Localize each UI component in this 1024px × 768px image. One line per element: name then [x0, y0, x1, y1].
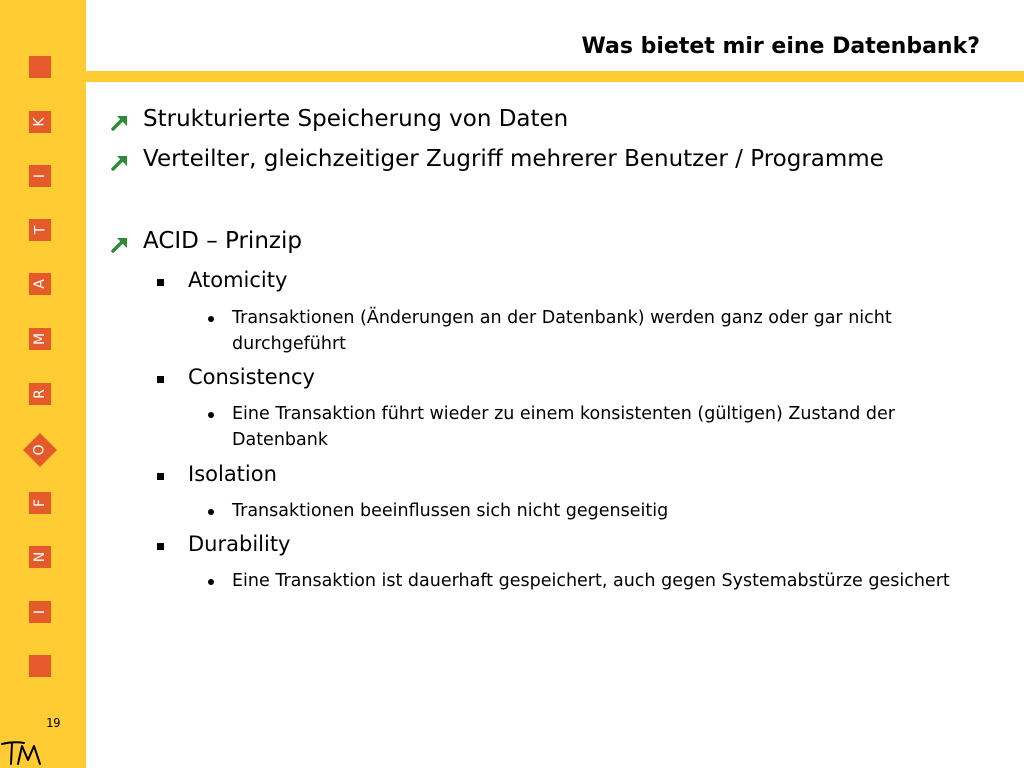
acid-detail-isolation: Transaktionen beeinflussen sich nicht gegenseitig: [232, 501, 669, 521]
sidebar-letter-k: K: [29, 111, 51, 133]
sidebar-letter-i: I: [29, 165, 51, 187]
square-bullet-icon: [157, 543, 164, 550]
dot-bullet-icon: [208, 316, 214, 322]
sidebar-letter-t: T: [29, 219, 51, 241]
sidebar-letter-a: A: [29, 273, 51, 295]
sidebar-letter-i2: I: [29, 601, 51, 623]
page-title: Was bietet mir eine Datenbank?: [581, 34, 980, 59]
dot-bullet-icon: [208, 579, 214, 585]
sidebar-letter-f: F: [29, 492, 51, 514]
acid-term-isolation: Isolation: [188, 462, 277, 486]
page-number: 19: [46, 716, 61, 730]
bullet-concurrent-access: Verteilter, gleichzeitiger Zugriff mehrerer Benutzer / Programme: [143, 146, 884, 172]
arrow-bullet-icon: [110, 152, 130, 172]
dot-bullet-icon: [208, 509, 214, 515]
bullet-structured-storage: Strukturierte Speicherung von Daten: [143, 106, 569, 132]
bullet-acid: ACID – Prinzip: [143, 228, 302, 254]
arrow-bullet-icon: [110, 112, 130, 132]
sidebar-letter-o: O: [32, 444, 48, 456]
square-bullet-icon: [157, 279, 164, 286]
acid-detail-atomicity: Transaktionen (Änderungen an der Datenbank) werden ganz oder gar nicht durchgeführt: [232, 308, 892, 354]
sidebar-letter-n: N: [29, 546, 51, 568]
sidebar-letter-m: M: [29, 328, 51, 350]
dot-bullet-icon: [208, 412, 214, 418]
square-bullet-icon: [157, 376, 164, 383]
sidebar-letter-r: R: [29, 383, 51, 405]
acid-detail-durability: Eine Transaktion ist dauerhaft gespeichert, auch gegen Systemabstürze gesichert: [232, 571, 950, 591]
arrow-bullet-icon: [110, 234, 130, 254]
acid-term-atomicity: Atomicity: [188, 268, 288, 292]
acid-term-consistency: Consistency: [188, 365, 315, 389]
square-bullet-icon: [157, 473, 164, 480]
acid-detail-consistency: Eine Transaktion führt wieder zu einem konsistenten (gültigen) Zustand der Datenbank: [232, 404, 895, 450]
acid-term-durability: Durability: [188, 532, 291, 556]
